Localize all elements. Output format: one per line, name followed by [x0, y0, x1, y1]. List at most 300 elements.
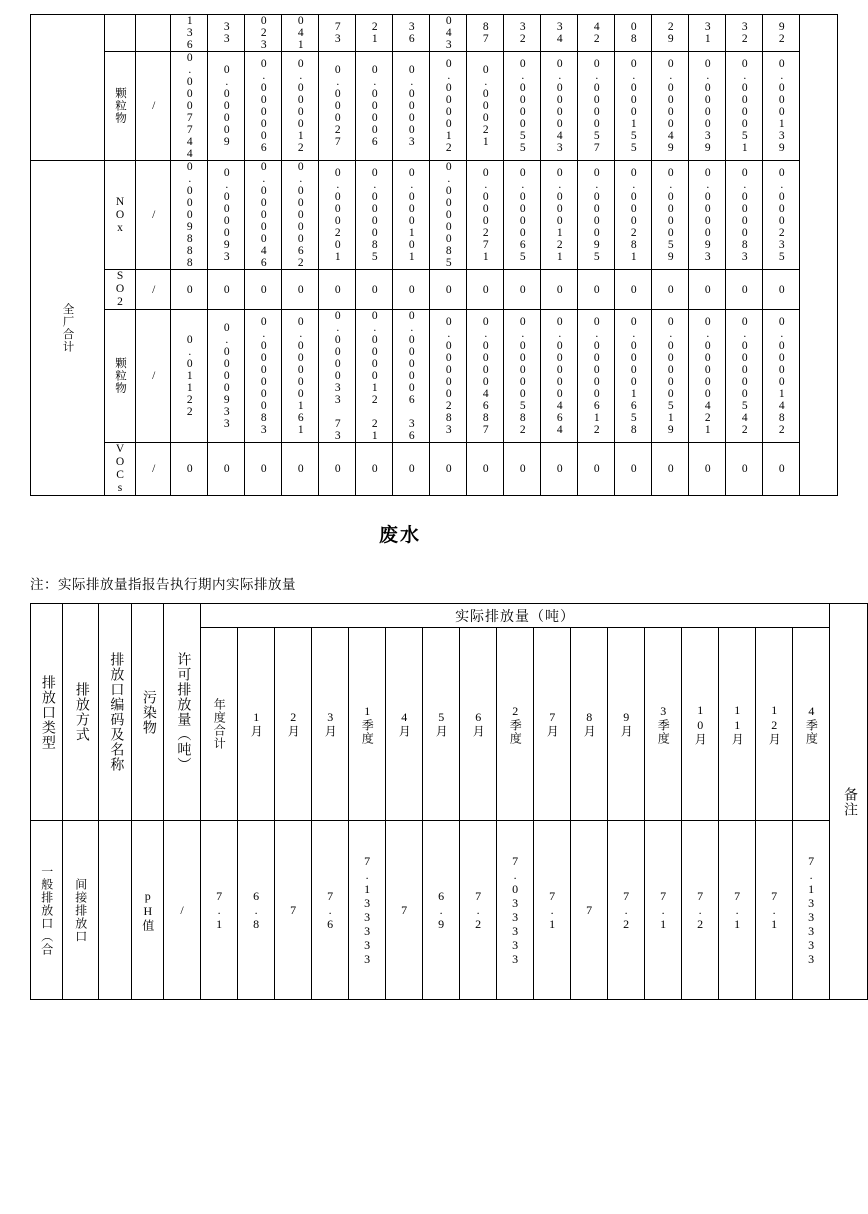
- value-cell-1: [208, 52, 245, 161]
- value-cell-7: [430, 443, 467, 496]
- header-period-4: [349, 628, 386, 821]
- value-cell-7: [430, 52, 467, 161]
- cell-content: 34: [553, 21, 566, 45]
- cell-content: 0: [479, 463, 492, 475]
- cell-content: 0.00000519: [664, 316, 677, 436]
- cell-content: 0: [701, 463, 714, 475]
- value-cell-13: [652, 310, 689, 443]
- value-cell-9: [534, 821, 571, 1000]
- permitted-amount-cell: [136, 161, 171, 270]
- value-cell-10: [541, 15, 578, 52]
- value-cell-3: [282, 15, 319, 52]
- value-cell-2: [245, 270, 282, 310]
- value-cell-16: [763, 270, 800, 310]
- cell-content: 7.133333: [804, 854, 819, 966]
- cell-content: 7月: [545, 710, 560, 738]
- value-cell-5: [356, 270, 393, 310]
- value-cell-14: [689, 161, 726, 270]
- pollutant-cell: [132, 821, 164, 1000]
- cell-content: 7: [582, 903, 597, 917]
- table-row: [31, 161, 838, 270]
- cell-content: 10月: [693, 702, 708, 746]
- table-row: [31, 52, 838, 161]
- value-cell-12: [615, 310, 652, 443]
- cell-content: 041: [294, 15, 307, 51]
- value-cell-6: [393, 310, 430, 443]
- cell-content: 31: [701, 21, 714, 45]
- header-period-16: [793, 628, 830, 821]
- cell-content: 0: [627, 283, 640, 296]
- value-cell-3: [282, 161, 319, 270]
- value-cell-14: [689, 15, 726, 52]
- pollutant-cell: [105, 52, 136, 161]
- cell-content: 7.033333: [508, 854, 523, 966]
- header-period-9: [534, 628, 571, 821]
- cell-content: 0.000139: [775, 58, 788, 154]
- pollutant-cell: [105, 443, 136, 496]
- value-cell-12: [615, 15, 652, 52]
- cell-content: 0.000201: [331, 167, 344, 263]
- value-cell-11: [578, 310, 615, 443]
- pollutant-cell: [105, 310, 136, 443]
- value-cell-10: [571, 821, 608, 1000]
- cell-content: /: [147, 283, 160, 296]
- remark-cell: [800, 15, 838, 496]
- value-cell-3: [312, 821, 349, 1000]
- header-period-13: [682, 628, 719, 821]
- header-pollutant: [132, 604, 164, 821]
- cell-content: 6月: [471, 710, 486, 738]
- cell-content: 0.00001482: [775, 316, 788, 436]
- cell-content: 0.00000464: [553, 316, 566, 436]
- value-cell-1: [208, 443, 245, 496]
- cell-content: 0.000043: [553, 58, 566, 154]
- value-cell-1: [238, 821, 275, 1000]
- cell-content: 颗粒物: [114, 87, 127, 125]
- cell-content: /: [147, 370, 160, 382]
- cell-content: 污染物: [140, 689, 156, 735]
- cell-content: 12月: [767, 702, 782, 746]
- cell-content: 0.0000933: [220, 322, 233, 430]
- value-cell-0: [171, 15, 208, 52]
- value-cell-14: [689, 443, 726, 496]
- cell-content: 7.2: [693, 889, 708, 931]
- value-cell-11: [608, 821, 645, 1000]
- table-row: [31, 310, 838, 443]
- cell-content: 42: [590, 21, 603, 45]
- value-cell-16: [793, 821, 830, 1000]
- cell-content: 0.00000612: [590, 316, 603, 436]
- cell-content: 0: [405, 283, 418, 296]
- cell-content: 备注: [841, 786, 857, 817]
- pollutant-cell: [105, 15, 136, 52]
- value-cell-5: [386, 821, 423, 1000]
- cell-content: 0.00000283: [442, 316, 455, 436]
- value-cell-8: [467, 310, 504, 443]
- discharge-method-cell: [63, 821, 99, 1000]
- cell-content: 0.000057: [590, 58, 603, 154]
- permitted-amount-cell: [136, 15, 171, 52]
- cell-content: 7: [286, 903, 301, 917]
- header-period-2: [275, 628, 312, 821]
- cell-content: /: [147, 209, 160, 221]
- permitted-amount-cell: [136, 443, 171, 496]
- value-cell-9: [504, 161, 541, 270]
- header-period-1: [238, 628, 275, 821]
- value-cell-12: [615, 52, 652, 161]
- cell-content: 0.0009888: [183, 161, 196, 269]
- table-row: [31, 821, 868, 1000]
- cell-content: 年度合计: [212, 698, 227, 750]
- cell-content: 0.000093: [220, 167, 233, 263]
- value-cell-12: [645, 821, 682, 1000]
- cell-content: 排放口编码及名称: [108, 652, 124, 772]
- cell-content: 0.00000083: [257, 316, 270, 436]
- cell-content: 0.000039: [701, 58, 714, 154]
- cell-content: 08: [627, 21, 640, 45]
- value-cell-11: [578, 161, 615, 270]
- header-permitted_amount: [164, 604, 201, 821]
- cell-content: 92: [775, 21, 788, 45]
- cell-content: 0.000155: [627, 58, 640, 154]
- value-cell-6: [393, 52, 430, 161]
- cell-content: 7.2: [619, 889, 634, 931]
- cell-content: 0.000093: [701, 167, 714, 263]
- outlet-type-cell: [31, 821, 63, 1000]
- value-cell-8: [467, 161, 504, 270]
- value-cell-9: [504, 52, 541, 161]
- table-row: [31, 443, 838, 496]
- header-period-7: [460, 628, 497, 821]
- value-cell-6: [393, 270, 430, 310]
- cell-content: 73: [331, 21, 344, 45]
- value-cell-15: [756, 821, 793, 1000]
- cell-content: 7.133333: [360, 854, 375, 966]
- document-page: [0, 14, 857, 1214]
- cell-content: NOx: [114, 195, 127, 235]
- waste-water-table: [30, 603, 868, 1000]
- cell-content: 0: [368, 463, 381, 475]
- value-cell-2: [245, 52, 282, 161]
- value-cell-0: [171, 52, 208, 161]
- value-cell-4: [319, 52, 356, 161]
- value-cell-2: [245, 310, 282, 443]
- value-cell-8: [467, 15, 504, 52]
- value-cell-11: [578, 52, 615, 161]
- cell-content: 0.000049: [664, 58, 677, 154]
- value-cell-4: [319, 161, 356, 270]
- value-cell-5: [356, 15, 393, 52]
- value-cell-16: [763, 310, 800, 443]
- cell-content: 8月: [582, 710, 597, 738]
- value-cell-4: [349, 821, 386, 1000]
- gas-group-label: [31, 161, 105, 496]
- value-cell-2: [245, 443, 282, 496]
- cell-content: 0.000012 21: [368, 310, 381, 442]
- header-period-8: [497, 628, 534, 821]
- value-cell-3: [282, 52, 319, 161]
- cell-content: 0.0000085: [442, 161, 455, 269]
- cell-content: 0.000012: [294, 58, 307, 154]
- cell-content: 6.9: [434, 889, 449, 931]
- cell-content: 0: [220, 463, 233, 475]
- cell-content: SO2: [114, 270, 127, 309]
- table-row: [31, 15, 838, 52]
- value-cell-9: [504, 270, 541, 310]
- cell-content: 043: [442, 15, 455, 51]
- value-cell-12: [615, 270, 652, 310]
- cell-content: 0: [738, 463, 751, 475]
- cell-content: 0: [516, 283, 529, 296]
- cell-content: 0: [257, 283, 270, 296]
- value-cell-5: [356, 443, 393, 496]
- value-cell-13: [652, 270, 689, 310]
- cell-content: 0: [442, 283, 455, 296]
- value-cell-12: [615, 443, 652, 496]
- cell-content: 全厂合计: [61, 303, 74, 353]
- cell-content: 间接排放口: [73, 877, 88, 943]
- cell-content: 0: [516, 463, 529, 475]
- value-cell-9: [504, 15, 541, 52]
- header-outlet_type: [31, 604, 63, 821]
- cell-content: 87: [479, 21, 492, 45]
- cell-content: 21: [368, 21, 381, 45]
- outlet-code-cell: [99, 821, 132, 1000]
- value-cell-0: [171, 443, 208, 496]
- value-cell-2: [245, 15, 282, 52]
- cell-content: 0.000006 36: [405, 310, 418, 442]
- cell-content: 0.000012: [442, 58, 455, 154]
- cell-content: 2月: [286, 710, 301, 738]
- cell-content: /: [147, 463, 160, 475]
- cell-content: 0.000006: [257, 58, 270, 154]
- cell-content: 0: [294, 463, 307, 475]
- cell-content: 7.1: [545, 889, 560, 931]
- value-cell-14: [719, 821, 756, 1000]
- value-cell-0: [171, 161, 208, 270]
- value-cell-7: [460, 821, 497, 1000]
- cell-content: 2季度: [508, 703, 523, 745]
- cell-content: 0.000051: [738, 58, 751, 154]
- header-period-11: [608, 628, 645, 821]
- value-cell-8: [497, 821, 534, 1000]
- value-cell-1: [208, 161, 245, 270]
- gas-group-blank: [31, 15, 105, 161]
- cell-content: 0: [479, 283, 492, 296]
- cell-content: 0.000095: [590, 167, 603, 263]
- cell-content: 0.00000542: [738, 316, 751, 436]
- cell-content: pH值: [140, 888, 155, 932]
- cell-content: 7: [397, 903, 412, 917]
- cell-content: 4季度: [804, 703, 819, 745]
- cell-content: 136: [183, 15, 196, 51]
- value-cell-6: [393, 443, 430, 496]
- value-cell-11: [578, 443, 615, 496]
- header-period-14: [719, 628, 756, 821]
- pollutant-cell: [105, 161, 136, 270]
- value-cell-15: [726, 161, 763, 270]
- cell-content: 0: [257, 463, 270, 475]
- value-cell-11: [578, 270, 615, 310]
- value-cell-1: [208, 15, 245, 52]
- value-cell-6: [393, 161, 430, 270]
- cell-content: 许可排放量（吨）: [175, 652, 191, 772]
- value-cell-14: [689, 52, 726, 161]
- cell-content: 实际排放量（吨）: [455, 609, 576, 625]
- cell-content: 0.000085: [368, 167, 381, 263]
- value-cell-13: [652, 161, 689, 270]
- cell-content: 4月: [397, 710, 412, 738]
- value-cell-9: [504, 443, 541, 496]
- waste-gas-table: [30, 14, 838, 496]
- cell-content: 0: [701, 283, 714, 296]
- cell-content: 5月: [434, 710, 449, 738]
- header-period-5: [386, 628, 423, 821]
- value-cell-13: [652, 443, 689, 496]
- cell-content: 0.000083: [738, 167, 751, 263]
- cell-content: 0.0000062: [294, 161, 307, 269]
- permitted-amount-cell: [136, 310, 171, 443]
- cell-content: 0: [553, 463, 566, 475]
- cell-content: 排放方式: [73, 682, 89, 742]
- value-cell-13: [682, 821, 719, 1000]
- value-cell-15: [726, 52, 763, 161]
- cell-content: 3季度: [656, 703, 671, 745]
- header-period-0: [201, 628, 238, 821]
- value-cell-16: [763, 15, 800, 52]
- value-cell-8: [467, 52, 504, 161]
- cell-content: 32: [516, 21, 529, 45]
- cell-content: 29: [664, 21, 677, 45]
- value-cell-4: [319, 443, 356, 496]
- value-cell-6: [423, 821, 460, 1000]
- permitted-amount-cell: [136, 270, 171, 310]
- cell-content: 0: [775, 463, 788, 475]
- header-outlet_code_name: [99, 604, 132, 821]
- permitted-amount-cell: [136, 52, 171, 161]
- cell-content: 0: [590, 463, 603, 475]
- cell-content: 3月: [323, 710, 338, 738]
- value-cell-13: [652, 52, 689, 161]
- header-actual-amount: [201, 604, 830, 628]
- cell-content: 36: [405, 21, 418, 45]
- permitted-amount-cell: [164, 821, 201, 1000]
- cell-content: 0: [331, 463, 344, 475]
- cell-content: 7.1: [730, 889, 745, 931]
- cell-content: 1月: [249, 710, 264, 738]
- value-cell-8: [467, 270, 504, 310]
- cell-content: 0.00004687: [479, 316, 492, 436]
- cell-content: /: [147, 100, 160, 112]
- cell-content: 0.00003: [405, 64, 418, 148]
- cell-content: 0.00000421: [701, 316, 714, 436]
- cell-content: 7.1: [212, 889, 227, 931]
- cell-content: 0.00006: [368, 64, 381, 148]
- cell-content: 7.1: [767, 889, 782, 931]
- value-cell-7: [430, 310, 467, 443]
- value-cell-16: [763, 443, 800, 496]
- value-cell-0: [201, 821, 238, 1000]
- value-cell-16: [763, 161, 800, 270]
- value-cell-7: [430, 161, 467, 270]
- value-cell-0: [171, 270, 208, 310]
- cell-content: 0.0000046: [257, 161, 270, 269]
- table-header-row: [31, 604, 868, 628]
- cell-content: 0: [183, 463, 196, 475]
- cell-content: 0: [590, 283, 603, 296]
- value-cell-7: [430, 15, 467, 52]
- cell-content: 0.00000161: [294, 316, 307, 436]
- value-cell-15: [726, 270, 763, 310]
- cell-content: 0.000101: [405, 167, 418, 263]
- value-cell-10: [541, 310, 578, 443]
- value-cell-13: [652, 15, 689, 52]
- cell-content: 0: [664, 283, 677, 296]
- header-period-3: [312, 628, 349, 821]
- value-cell-4: [319, 310, 356, 443]
- value-cell-9: [504, 310, 541, 443]
- cell-content: 0.0007744: [183, 52, 196, 160]
- value-cell-8: [467, 443, 504, 496]
- value-cell-3: [282, 443, 319, 496]
- pollutant-cell: [105, 270, 136, 310]
- cell-content: 33: [220, 21, 233, 45]
- header-period-10: [571, 628, 608, 821]
- cell-content: 7.1: [656, 889, 671, 931]
- value-cell-3: [282, 270, 319, 310]
- header-discharge_method: [63, 604, 99, 821]
- cell-content: 0: [368, 283, 381, 296]
- header-period-6: [423, 628, 460, 821]
- header-period-15: [756, 628, 793, 821]
- cell-content: 0: [220, 283, 233, 296]
- value-cell-10: [541, 52, 578, 161]
- value-cell-5: [356, 52, 393, 161]
- value-cell-16: [763, 52, 800, 161]
- cell-content: 6.8: [249, 889, 264, 931]
- cell-content: 7.2: [471, 889, 486, 931]
- value-cell-2: [245, 161, 282, 270]
- value-cell-15: [726, 15, 763, 52]
- cell-content: 0: [442, 463, 455, 475]
- cell-content: 0: [183, 283, 196, 296]
- cell-content: 0: [627, 463, 640, 475]
- value-cell-7: [430, 270, 467, 310]
- cell-content: 0.000033 73: [331, 310, 344, 442]
- cell-content: 0.00000582: [516, 316, 529, 436]
- header-remark: [830, 604, 868, 1000]
- value-cell-10: [541, 270, 578, 310]
- cell-content: 排放口类型: [39, 674, 55, 750]
- value-cell-4: [319, 15, 356, 52]
- cell-content: 0.00021: [479, 64, 492, 148]
- cell-content: 颗粒物: [114, 357, 127, 395]
- cell-content: 0.000235: [775, 167, 788, 263]
- cell-content: 7.6: [323, 889, 338, 931]
- cell-content: 0.000271: [479, 167, 492, 263]
- cell-content: 0.00027: [331, 64, 344, 148]
- cell-content: 0: [738, 283, 751, 296]
- cell-content: 9月: [619, 710, 634, 738]
- cell-content: VOCs: [114, 443, 127, 495]
- cell-content: 0: [553, 283, 566, 296]
- cell-content: 一般排放口（合: [39, 864, 54, 956]
- cell-content: 0: [405, 463, 418, 475]
- cell-content: 0: [331, 283, 344, 296]
- value-cell-6: [393, 15, 430, 52]
- cell-content: 023: [257, 15, 270, 51]
- value-cell-1: [208, 310, 245, 443]
